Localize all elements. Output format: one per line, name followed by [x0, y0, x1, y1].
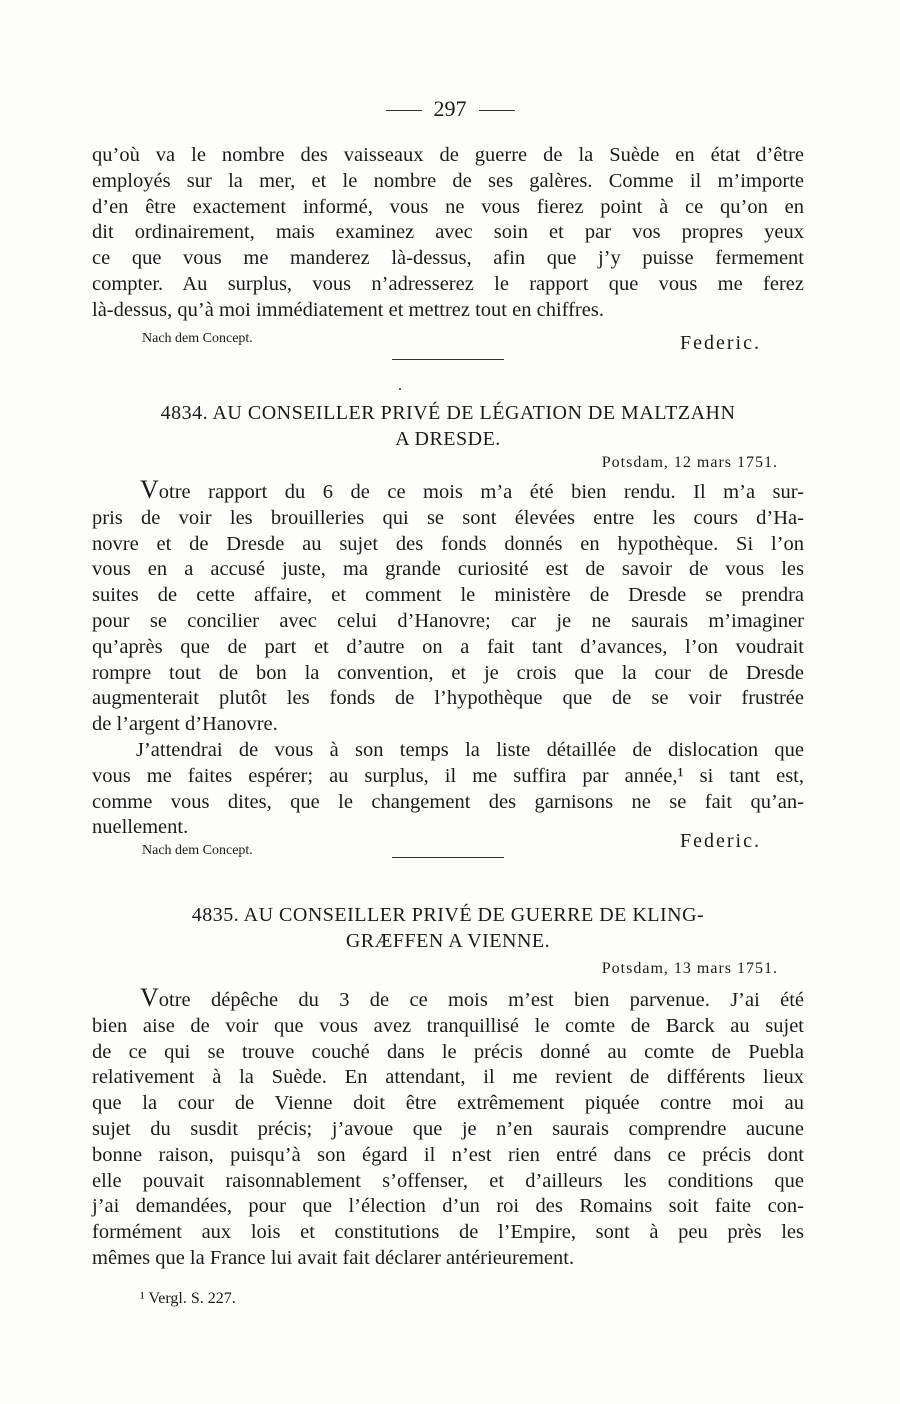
separator-rule — [392, 857, 504, 858]
continuation-paragraph — [92, 143, 804, 324]
text-line: J’attendrai de vous à son temps la liste détaillée de dislocation que — [136, 738, 804, 761]
text-line: pour se concilier avec celui d’Hanovre; car je ne saurais m’imaginer — [92, 609, 804, 632]
text-line — [92, 985, 804, 1014]
text-line: d’en être exactement informé, vous ne vous fierez point à ce qu’on en — [92, 195, 804, 218]
heading-line: 4835. AU CONSEILLER PRIVÉ DE GUERRE DE KLING- — [191, 904, 705, 926]
text-line: de ce qui se trouve couché dans le précis donné au comte de Puebla — [92, 1040, 804, 1063]
page-number-text: 297 — [433, 96, 467, 121]
signature: Federic. — [680, 830, 761, 852]
text-line: vous me faites espérer; au surplus, il me suffira par année,¹ si tant est, — [92, 764, 804, 787]
source-note: Nach dem Concept. — [142, 331, 253, 346]
initial-letter: V — [140, 983, 159, 1012]
text-line: rompre tout de bon la convention, et je crois que la cour de Dresde — [92, 661, 804, 684]
text-line: pris de voir les brouilleries qui se sont élevées entre les cours d’Ha- — [92, 506, 804, 529]
text-line — [92, 477, 804, 506]
heading-line: 4834. AU CONSEILLER PRIVÉ DE LÉGATION DE MALTZAHN — [160, 402, 736, 424]
text-line-rest: otre dépêche du 3 de ce mois m’est bien parvenue. J’ai été — [158, 989, 804, 1011]
text-line: augmenterait plutôt les fonds de l’hypothèque que de se voir frustrée — [92, 687, 804, 710]
text-line: ce que vous me manderez là-dessus, afin que j’y puisse fermement — [92, 247, 804, 270]
text-line: elle pouvait raisonnablement s’offenser, et d’ailleurs les conditions que — [92, 1169, 804, 1192]
text-line: suites de cette affaire, et comment le ministère de Dresde se prendra — [92, 584, 804, 607]
letter-4834-paragraph-1 — [92, 477, 804, 841]
text-line: nuellement. — [92, 816, 189, 839]
page-number — [0, 96, 900, 122]
stray-dot — [399, 388, 401, 390]
initial-letter: V — [140, 475, 159, 504]
letter-heading-4835 — [92, 902, 804, 954]
text-line: qu’où va le nombre des vaisseaux de guerre de la Suède en état d’être — [92, 144, 804, 166]
dash-right — [479, 110, 515, 111]
dateline: Potsdam, 12 mars 1751. — [601, 454, 778, 471]
text-line: employés sur la mer, et le nombre de ses galères. Comme il m’importe — [92, 169, 804, 192]
footnote: ¹ Vergl. S. 227. — [140, 1290, 236, 1307]
heading-line: A DRESDE. — [395, 428, 501, 450]
heading-line: GRÆFFEN A VIENNE. — [345, 930, 551, 952]
text-line: de l’argent d’Hanovre. — [92, 713, 278, 736]
text-line: là-dessus, qu’à moi immédiatement et mettrez tout en chiffres. — [92, 298, 604, 321]
letter-heading-4834 — [92, 400, 804, 452]
text-line: mêmes que la France lui avait fait déclarer antérieurement. — [92, 1246, 575, 1269]
dateline: Potsdam, 13 mars 1751. — [601, 960, 778, 977]
text-line: qu’après que de part et d’autre on a fait tant d’avances, l’on voudrait — [92, 635, 804, 658]
text-line: novre et de Dresde au sujet des fonds donnés en hypothèque. Si l’on — [92, 532, 804, 555]
dash-left — [386, 110, 422, 111]
text-line: bonne raison, puisqu’à son égard il n’est rien entré dans ce précis dont — [92, 1143, 804, 1166]
text-line: que la cour de Vienne doit être extrêmement piquée contre moi au — [92, 1092, 804, 1115]
text-line: comme vous dites, que le changement des garnisons ne se fait qu’an- — [92, 790, 804, 813]
text-line: formément aux lois et constitutions de l’Empire, sont à peu près les — [92, 1221, 804, 1244]
text-line: j’ai demandées, pour que l’élection d’un roi des Romains soit faite con- — [92, 1195, 804, 1218]
text-line: relativement à la Suède. En attendant, il me revient de différents lieux — [92, 1066, 804, 1089]
separator-rule — [392, 359, 504, 360]
text-line: compter. Au surplus, vous n’adresserez le rapport que vous me ferez — [92, 272, 804, 295]
signature: Federic. — [680, 332, 761, 354]
source-note: Nach dem Concept. — [142, 843, 253, 858]
letter-4835-paragraph-1 — [92, 985, 804, 1272]
text-line: bien aise de voir que vous avez tranquillisé le comte de Barck au sujet — [92, 1014, 804, 1037]
text-line: vous en a accusé juste, ma grande curiosité est de savoir de vous les — [92, 558, 804, 581]
text-line: sujet du susdit précis; j’avoue que je n’en saurais comprendre aucune — [92, 1117, 804, 1140]
text-line: dit ordinairement, mais examinez avec soin et par vos propres yeux — [92, 221, 804, 244]
text-line-rest: otre rapport du 6 de ce mois m’a été bien rendu. Il m’a sur- — [158, 481, 804, 503]
